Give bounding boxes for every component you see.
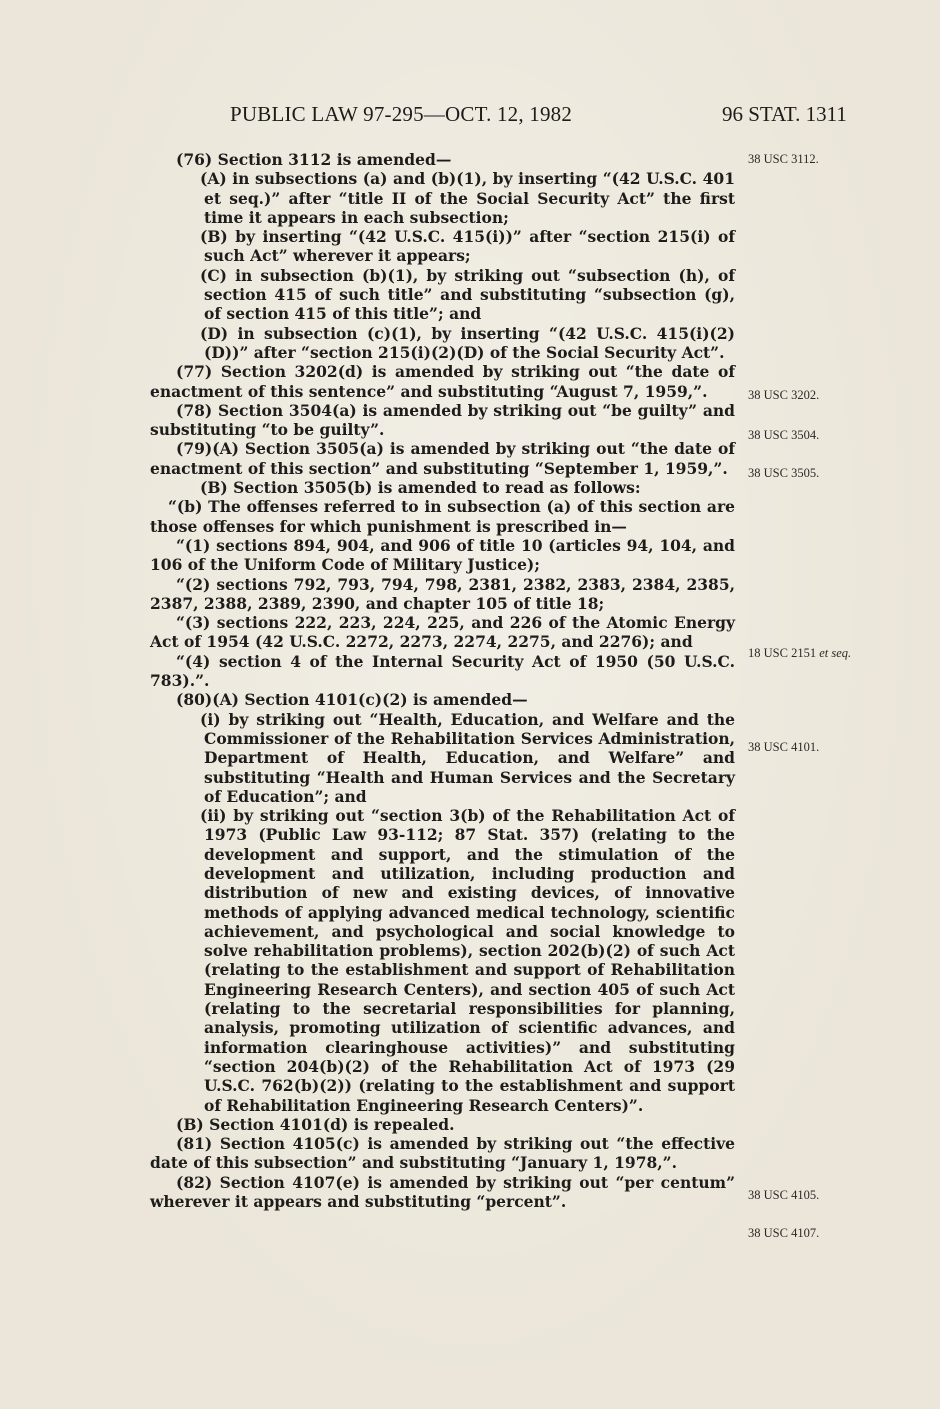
- margin-note-4101: 38 USC 4101.: [748, 740, 820, 754]
- margin-note-4105: 38 USC 4105.: [748, 1188, 820, 1202]
- paragraph-80-a-ii: (ii) by striking out “section 3(b) of the Rehabilitation Act of 1973 (Public Law 93-112; 87 Stat. 357) (relating to the development and support, and the stimulation of the development and utilization, including production and distribution of new and existing devices, of innovative methods of applying advanced medical technology, scientific achievement, and psychological and social knowledge to solve rehabilitation problems), section 202(b)(2) of such Act (relating to the establishment and support of Rehabilitation Engineering Research Centers), and section 405 of such Act (relating to the secretarial responsibilities for planning, analysis, promoting utilization of scientific advances, and information clearinghouse activities)” and substituting “section 204(b)(2) of the Rehabilitation Act of 1973 (29 U.S.C. 762(b)(2)) (relating to the establishment and support of Rehabilitation Engineering Research Centers)”.: [200, 806, 735, 1115]
- paragraph-76-c: (C) in subsection (b)(1), by striking out “subsection (h), of section 415 of such title” and substituting “subsection (g), of section 415 of this title”; and: [200, 265, 735, 324]
- quoted-item-1: “(1) sections 894, 904, and 906 of title 10 (articles 94, 104, and 106 of the Uniform Code of Military Justice);: [150, 535, 735, 575]
- margin-note-3504: 38 USC 3504.: [748, 428, 820, 442]
- header-stat-page: 96 STAT. 1311: [722, 102, 847, 126]
- header-law-title: PUBLIC LAW 97-295—OCT. 12, 1982: [230, 102, 573, 126]
- page-header: [0, 100, 940, 130]
- quoted-item-2: “(2) sections 792, 793, 794, 798, 2381, 2382, 2383, 2384, 2385, 2387, 2388, 2389, 2390, and chapter 105 of title 18;: [150, 574, 735, 613]
- paragraph-80-a: (80)(A) Section 4101(c)(2) is amended—: [176, 690, 528, 710]
- paragraph-80-b: (B) Section 4101(d) is repealed.: [176, 1114, 455, 1134]
- margin-note-2151-cite: 18 USC 2151: [748, 646, 817, 660]
- quoted-item-3: “(3) sections 222, 223, 224, 225, and 226 of the Atomic Energy Act of 1954 (42 U.S.C. 2272, 2273, 2274, 2275, and 2276); and: [150, 613, 735, 652]
- paragraph-76: (76) Section 3112 is amended—: [176, 150, 452, 169]
- body-text: [150, 150, 735, 1211]
- margin-note-3202: 38 USC 3202.: [748, 388, 820, 402]
- paragraph-80-a-i: (i) by striking out “Health, Education, and Welfare and the Commissioner of the Rehabilitation Services Administration, Department of Health, Education, and Welfare” and substituting “Health and Human Services and the Secretary of Education”; and: [200, 709, 735, 806]
- paragraph-76-d: (D) in subsection (c)(1), by inserting “(42 U.S.C. 415(i)(2)(D))” after “section 215(i)(2)(D) of the Social Security Act”.: [200, 323, 735, 362]
- margin-note-2151: [748, 646, 851, 661]
- paragraph-79-a: (79)(A) Section 3505(a) is amended by striking out “the date of enactment of this section” and substituting “September 1, 1959,”.: [150, 439, 735, 478]
- paragraph-78: (78) Section 3504(a) is amended by striking out “be guilty” and substituting “to be guilty”.: [150, 400, 735, 440]
- margin-note-3112: 38 USC 3112.: [748, 152, 819, 166]
- paragraph-79-b: (B) Section 3505(b) is amended to read as follows:: [200, 478, 641, 498]
- paragraph-82: (82) Section 4107(e) is amended by striking out “per centum” wherever it appears and substituting “percent”.: [150, 1172, 735, 1212]
- paragraph-76-a: (A) in subsections (a) and (b)(1), by inserting “(42 U.S.C. 401 et seq.)” after “title II of the Social Security Act” the first time it appears in each subsection;: [200, 169, 735, 227]
- quoted-subsection-b: “(b) The offenses referred to in subsection (a) of this section are those offenses for which punishment is prescribed in—: [150, 497, 735, 536]
- paragraph-77: (77) Section 3202(d) is amended by striking out “the date of enactment of this sentence” and substituting “August 7, 1959,”.: [150, 362, 735, 401]
- quoted-item-4: “(4) section 4 of the Internal Security Act of 1950 (50 U.S.C. 783).”.: [150, 651, 735, 691]
- margin-note-2151-etseq: et seq.: [819, 646, 852, 660]
- margin-note-3505: 38 USC 3505.: [748, 466, 820, 480]
- paragraph-76-b: (B) by inserting “(42 U.S.C. 415(i))” after “section 215(i) of such Act” wherever it appears;: [200, 227, 735, 266]
- margin-note-4107: 38 USC 4107.: [748, 1226, 820, 1240]
- paragraph-81: (81) Section 4105(c) is amended by striking out “the effective date of this subsection” and substituting “January 1, 1978,”.: [150, 1134, 735, 1173]
